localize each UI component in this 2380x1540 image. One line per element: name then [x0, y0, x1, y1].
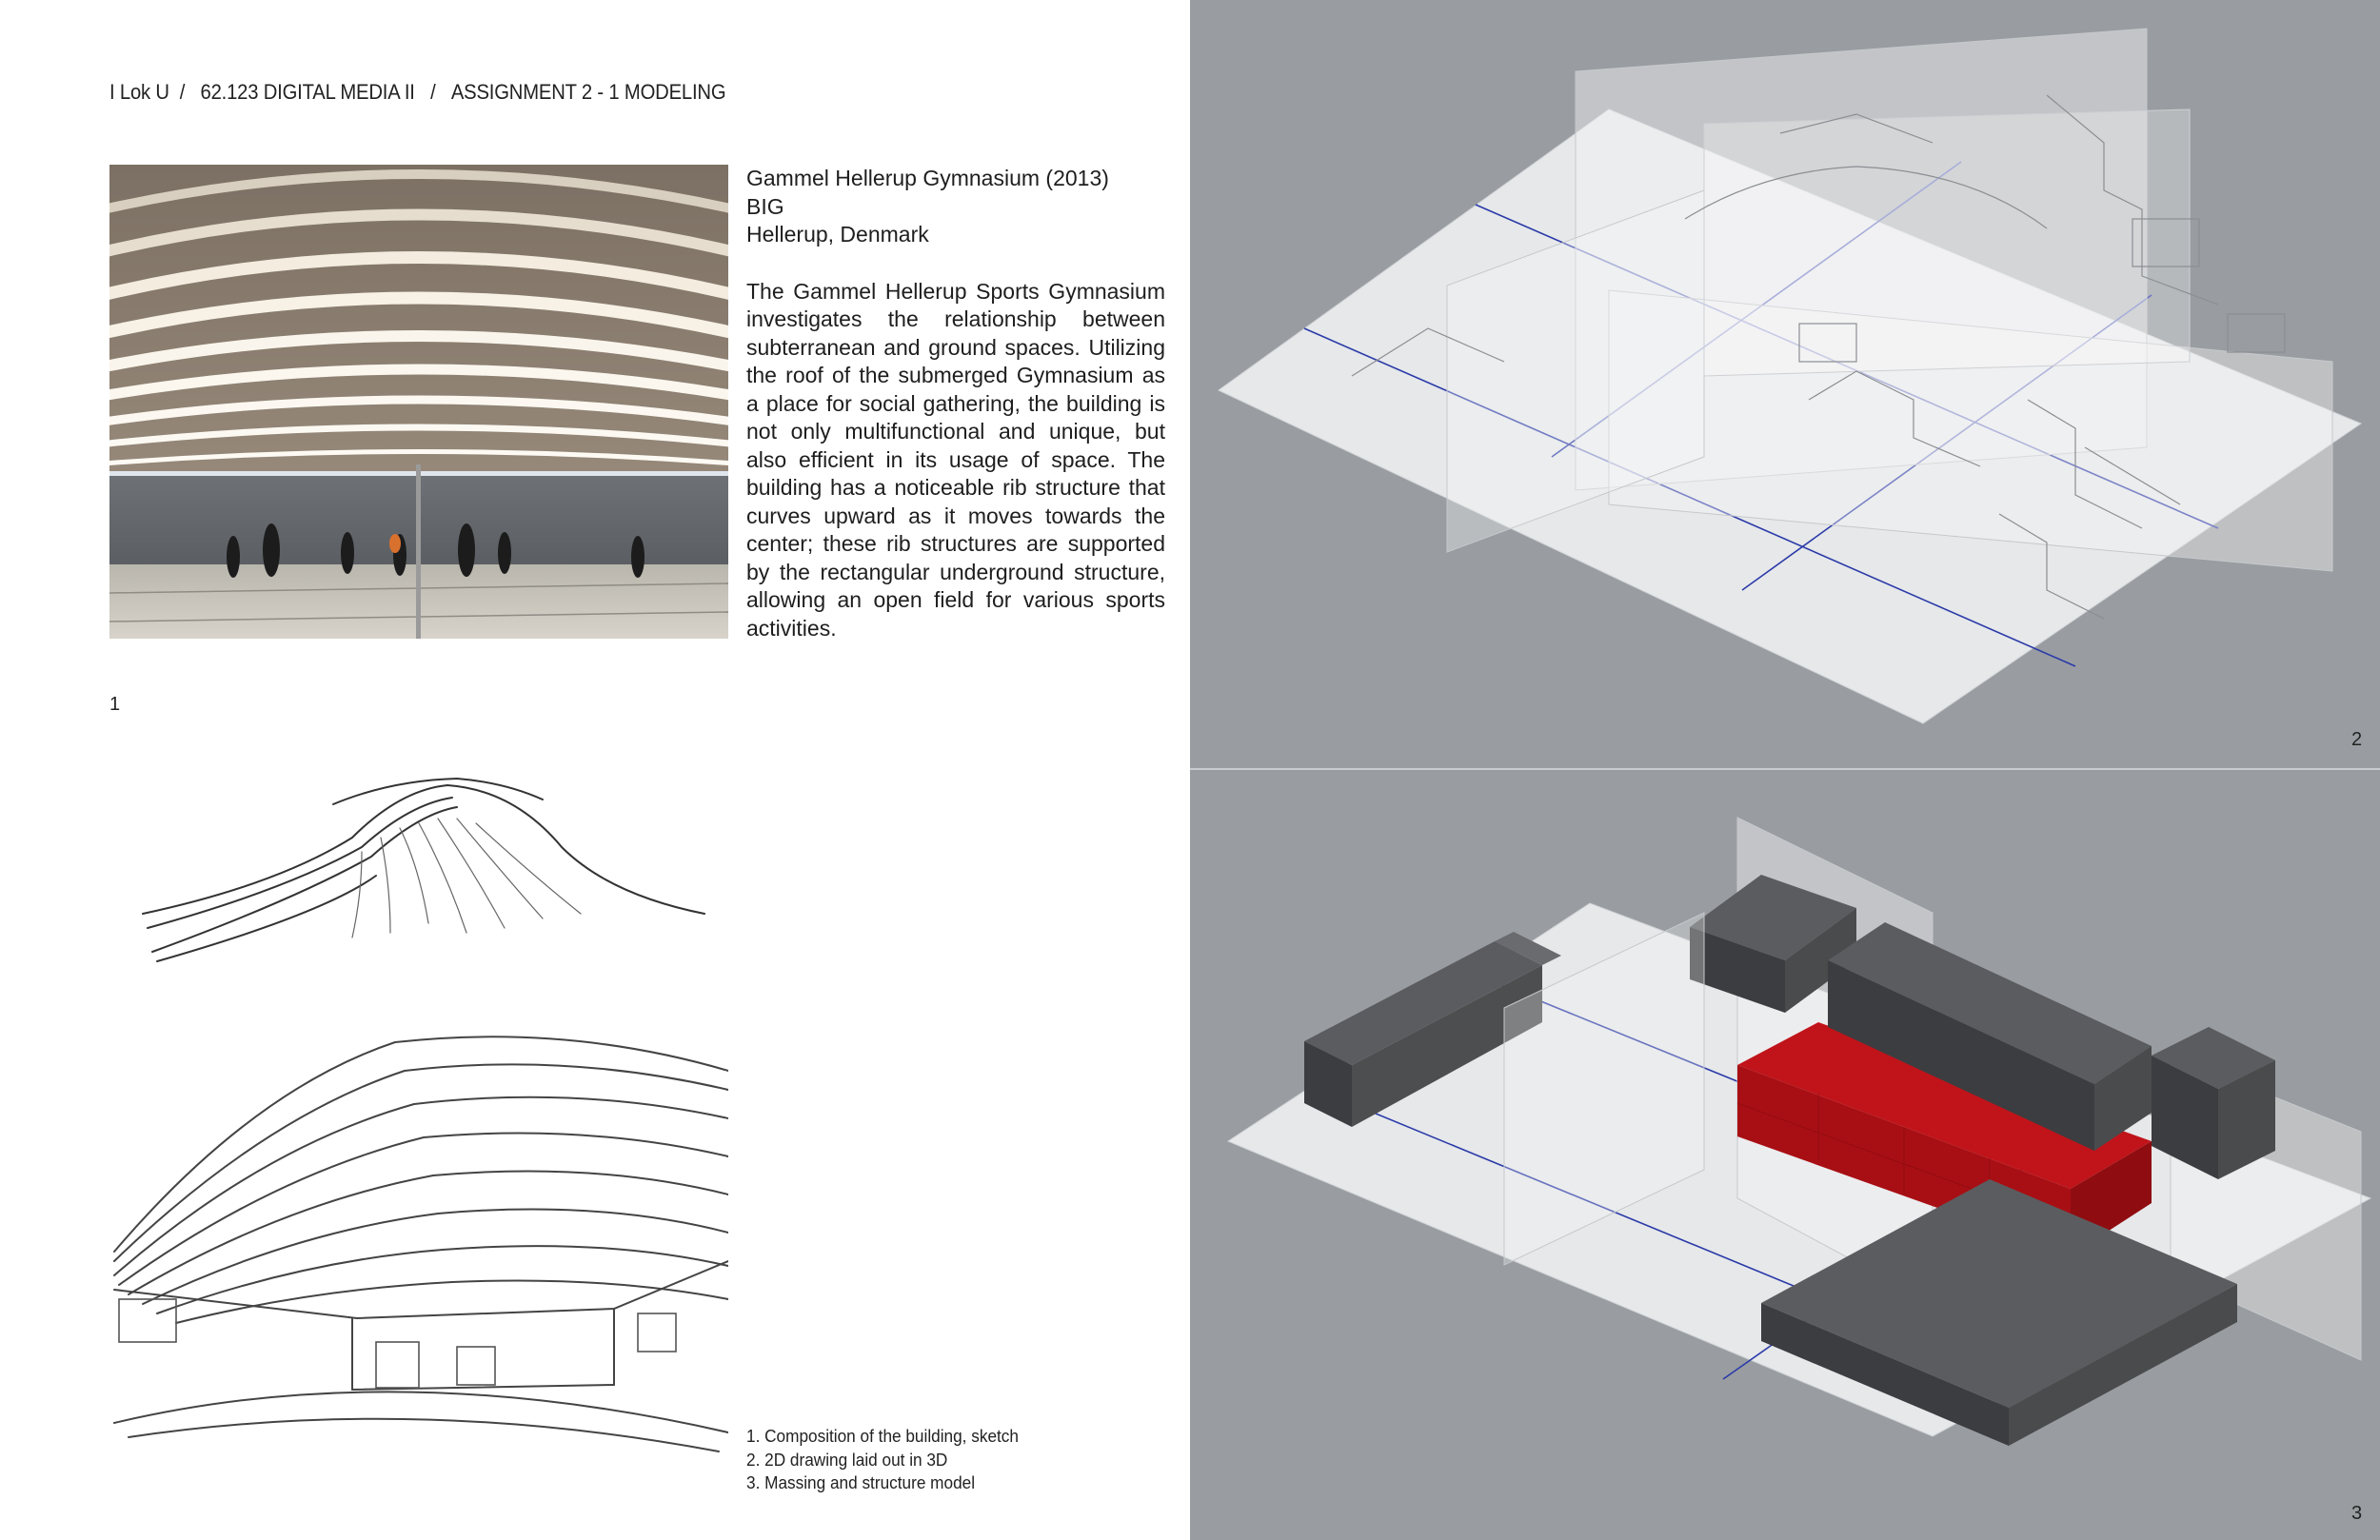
header-course: 62.123 DIGITAL MEDIA II	[200, 80, 415, 104]
header-separator: /	[430, 80, 436, 104]
massing-model	[1190, 770, 2380, 1540]
project-title: Gammel Hellerup Gymnasium (2013)	[746, 166, 1109, 190]
caption-1: 1. Composition of the building, sketch	[746, 1426, 1019, 1446]
page-header	[109, 80, 725, 105]
exploded-drawing-model	[1190, 0, 2380, 768]
header-separator: /	[179, 80, 186, 104]
figure-number: 3	[2351, 1503, 2363, 1524]
figure-number: 1	[109, 694, 121, 715]
project-info	[746, 165, 1165, 642]
interior-perspective-sketch	[109, 1033, 728, 1461]
project-description: The Gammel Hellerup Sports Gymnasium investigates the relationship between subterranean and ground spaces. Utilizing the roof of the submerged Gymnasium as a place for social gathering, the building is not only multifunctional and unique, but also efficient in its usage of space. The building has a noticeable rib structure that curves upward as it moves towards the center; these rib structures are supported by the rectangular underground structure, allowing an open field for various sports activities.	[746, 278, 1165, 641]
project-location: Hellerup, Denmark	[746, 222, 929, 247]
header-author: I Lok U	[109, 80, 169, 104]
project-architect: BIG	[746, 193, 784, 219]
roof-curve-sketch	[133, 771, 724, 980]
caption-3: 3. Massing and structure model	[746, 1472, 976, 1492]
right-page	[1190, 0, 2380, 1540]
figure-number: 2	[2351, 729, 2363, 750]
gymnasium-interior-photo	[109, 165, 728, 639]
figure-captions	[746, 1425, 1019, 1495]
caption-2: 2. 2D drawing laid out in 3D	[746, 1449, 948, 1470]
header-assignment: ASSIGNMENT 2 - 1 MODELING	[450, 80, 726, 104]
